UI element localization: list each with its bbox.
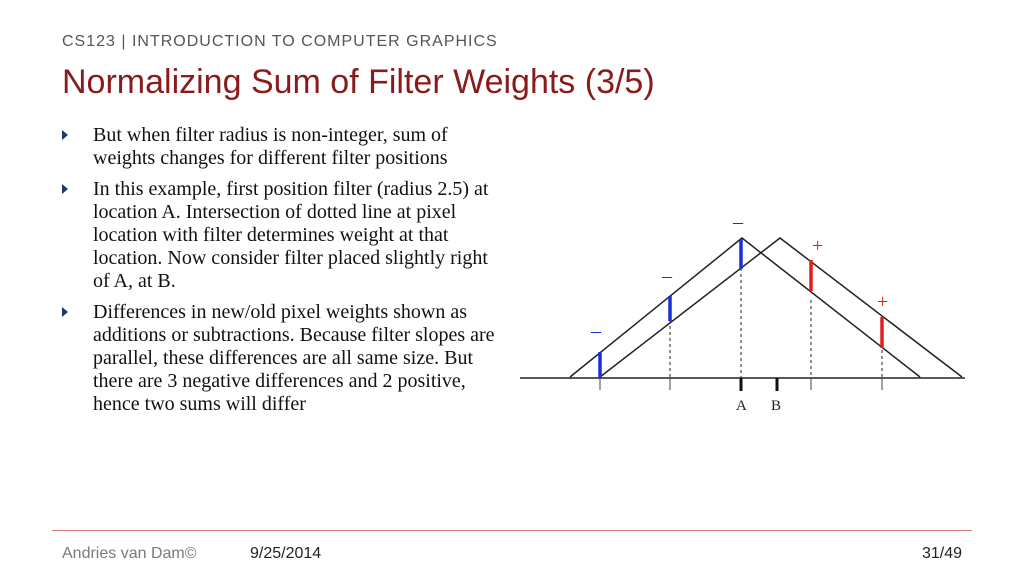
bullet-arrow-icon: [62, 130, 68, 140]
slide-title: Normalizing Sum of Filter Weights (3/5): [62, 63, 655, 101]
bullet-item: [62, 301, 502, 416]
footer-divider: [52, 530, 972, 531]
footer-page-number: 31/49: [921, 545, 962, 562]
bullet-arrow-icon: [62, 307, 68, 317]
bullet-text: In this example, first position filter (radius 2.5) at location A. Intersection of dotted line at pixel location with filter determines weight at that location. Now consider filter placed slightly right of A, at B.: [93, 178, 489, 292]
footer-date: 9/25/2014: [250, 545, 322, 562]
bullet-item: [62, 178, 502, 293]
course-header: CS123 | INTRODUCTION TO COMPUTER GRAPHICS: [62, 33, 498, 50]
bullet-text: Differences in new/old pixel weights shown as additions or subtractions. Because filter slopes are parallel, these differences are all same size. But there are 3 negative differences and 2 positive, hence two sums will differ: [93, 301, 495, 415]
label-b: B: [771, 398, 782, 414]
label-a: A: [736, 398, 747, 414]
plus-sign: +: [877, 291, 889, 313]
bullet-list: [62, 124, 502, 424]
plus-sign: +: [812, 235, 824, 257]
filter-diagram: [515, 210, 970, 420]
bullet-item: [62, 124, 502, 170]
minus-sign: –: [733, 211, 743, 233]
minus-sign: –: [662, 265, 672, 287]
footer-author: Andries van Dam©: [62, 545, 197, 562]
minus-sign: –: [591, 320, 601, 342]
filter-a-triangle: [570, 238, 920, 377]
bullet-arrow-icon: [62, 184, 68, 194]
filter-b-triangle: [600, 238, 962, 377]
bullet-text: But when filter radius is non-integer, sum of weights changes for different filter positions: [93, 124, 448, 169]
